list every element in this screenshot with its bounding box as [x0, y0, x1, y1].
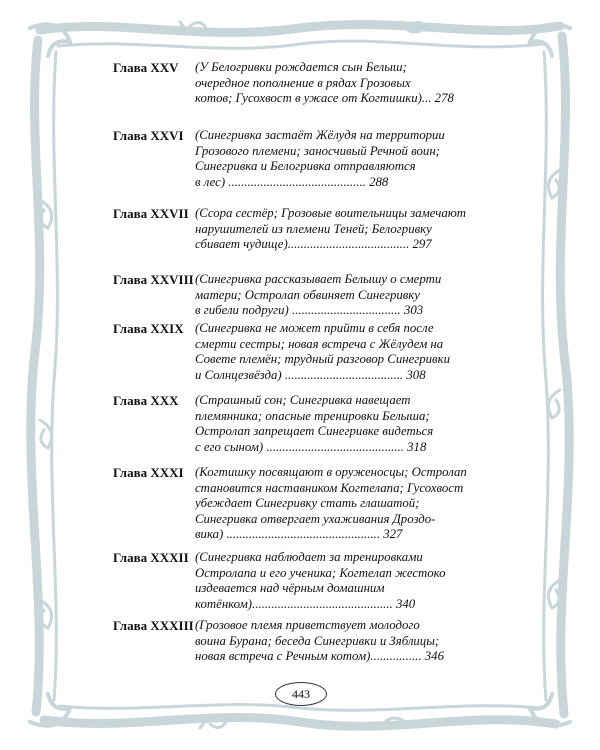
summary-line: издевается над чёрным домашним [195, 581, 385, 596]
summary-line: в лес) ........................................... 288 [195, 174, 389, 189]
summary-line: котов; Гусохвост в ужасе от Когтишки)... 278 [195, 91, 454, 106]
chapter-label: Глава XXIX [113, 321, 184, 336]
summary-line: матери; Остролап обвиняет Синегривку [195, 287, 420, 302]
chapter-summary [195, 60, 495, 107]
summary-line: племянника; опасные тренировки Белыша; [195, 408, 430, 423]
chapter-label: Глава XXXI [113, 465, 184, 480]
summary-line: (Ссора сестёр; Грозовые воительницы замечают [195, 206, 467, 220]
summary-line: котёнком)............................................ 340 [195, 596, 416, 611]
summary-line: (У Белогривки рождается сын Белыш; [195, 60, 407, 74]
chapter-summary [195, 465, 495, 543]
summary-line: Синегривка и Белогривка отправляются [195, 159, 416, 174]
summary-line: становится наставником Когтелапа; Гусохвост [195, 480, 464, 495]
summary-line: Остролапа и его ученика; Когтелап жестоко [195, 565, 446, 580]
summary-line: (Грозовое племя приветствует молодого [195, 618, 420, 632]
summary-line: Остролап запрещает Синегривке видеться [195, 424, 434, 439]
chapter-label: Глава XXX [113, 393, 179, 408]
chapter-label: Глава XXVI [113, 128, 184, 143]
chapter-summary [195, 550, 495, 612]
chapter-summary [195, 618, 495, 665]
summary-line: сбивает чудище)...................................... 297 [195, 237, 432, 252]
summary-line: (Синегривка наблюдает за тренировками [195, 550, 423, 564]
summary-line: новая встреча с Речным котом)................ 346 [195, 649, 444, 664]
summary-line: (Синегривка не может прийти в себя после [195, 321, 434, 335]
chapter-label: Глава XXXII [113, 550, 189, 565]
chapter-summary [195, 272, 495, 319]
chapter-label: Глава XXXIII [113, 618, 194, 633]
summary-line: вика) ................................................ 327 [195, 527, 403, 542]
chapter-summary [195, 393, 495, 455]
summary-line: воина Бурана; беседа Синегривки и Зяблицы; [195, 633, 440, 648]
summary-line: очередное пополнение в рядах Грозовых [195, 75, 411, 90]
summary-line: (Страшный сон; Синегривка навещает [195, 393, 411, 407]
summary-line: с его сыном) ........................................... 318 [195, 439, 427, 454]
page-number: 443 [275, 682, 327, 706]
summary-line: (Когтишку посвящают в оруженосцы; Остролап [195, 465, 467, 479]
chapter-label: Глава XXV [113, 60, 179, 75]
chapter-summary [195, 321, 495, 383]
chapter-label: Глава XXVIII [113, 272, 194, 287]
chapter-summary [195, 128, 495, 190]
summary-line: (Синегривка застаёт Жёлудя на территории [195, 128, 445, 142]
summary-line: в гибели подруги) .................................. 303 [195, 303, 424, 318]
summary-line: Грозового племени; заносчивый Речной воин; [195, 143, 440, 158]
summary-line: (Синегривка рассказывает Белышу о смерти [195, 272, 442, 286]
summary-line: и Солнцезвёзда) ..................................... 308 [195, 367, 426, 382]
chapter-label: Глава XXVII [113, 206, 189, 221]
chapter-summary [195, 206, 495, 253]
summary-line: Совете племён; трудный разговор Синегривки [195, 352, 450, 367]
summary-line: смерти сестры; новая встреча с Жёлудем на [195, 336, 444, 351]
summary-line: нарушителей из племени Теней; Белогривку [195, 221, 432, 236]
summary-line: убеждает Синегривку стать глашатой; [195, 496, 420, 511]
summary-line: Синегривка отвергает ухаживания Дроздо- [195, 511, 436, 526]
